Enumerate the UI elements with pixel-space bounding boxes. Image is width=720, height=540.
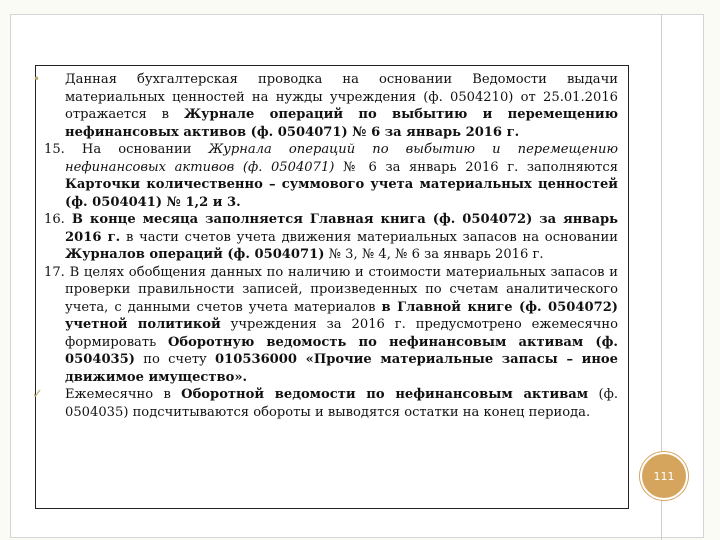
paragraph-16: 16. В конце месяца заполняется Главная книга (ф. 0504072) за январь 2016 г. в части счетов учета движения материальных запасов на основании Журналов операций (ф. 0504071) № 3, № 4, № 6 за январь 2016 г. bbox=[44, 212, 618, 262]
text-box bbox=[32, 65, 629, 509]
paragraph-15: 15. На основании Журнала операций по выбытию и перемещению нефинансовых активов (ф. 0504071) № 6 за январь 2016 г. заполняются Карточки количественно – суммового учета материальных ценностей (ф. 0504041) № 1,2 и 3. bbox=[44, 142, 618, 210]
paragraph-17: 17. В целях обобщения данных по наличию и стоимости материальных запасов и проверки правильности записей, произведенных по счетам аналитического учета, с данными счетов учета материалов в Главной книге (ф. 0504072) учетной политикой учреждения за 2016 г. предусмотрено ежемесячно формировать Оборотную ведомость по нефинансовым активам (ф. 0504035) по счету 010536000 «Прочие материальные запасы – иное движимое имущество». bbox=[44, 264, 618, 385]
checkmark-icon: ✓ bbox=[32, 387, 43, 402]
bullet-paragraph-1: • Данная бухгалтерская проводка на основании Ведомости выдачи материальных ценностей на нужды учреждения (ф. 0504210) от 25.01.2016 отражается в Журнале операций по выбытию и перемещению нефинансовых активов (ф. 0504071) № 6 за январь 2016 г. bbox=[33, 72, 619, 140]
slide-text bbox=[32, 71, 628, 421]
check-paragraph: ✓ Ежемесячно в Оборотной ведомости по нефинансовым активам (ф. 0504035) подсчитываются обороты и выводятся остатки на конец периода. bbox=[32, 387, 619, 420]
page-number: 111 bbox=[653, 469, 675, 483]
page-number-badge bbox=[640, 452, 688, 500]
bullet-dot-icon: • bbox=[33, 72, 41, 86]
